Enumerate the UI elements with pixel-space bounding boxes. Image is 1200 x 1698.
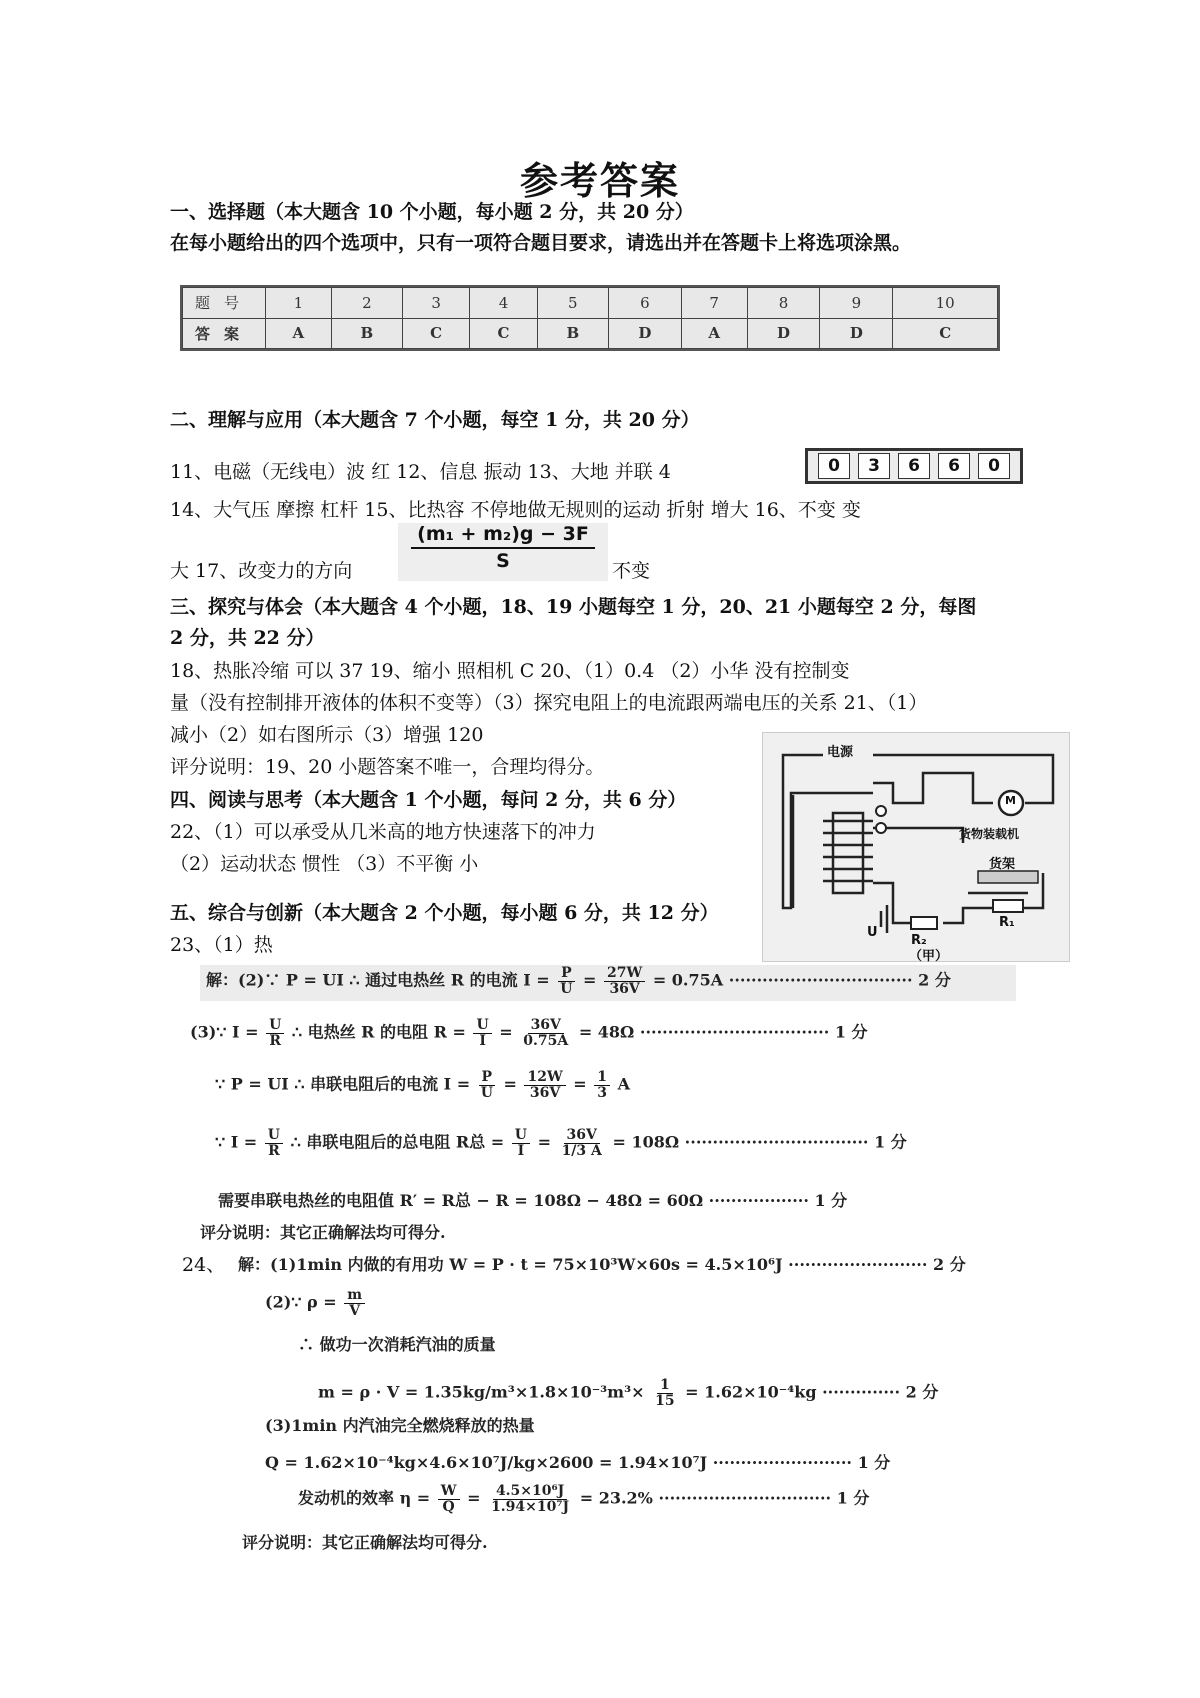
table-cell: 9 xyxy=(820,288,893,319)
q24-2c-prefix: m = ρ · V = 1.35kg/m³×1.8×10⁻³m³× xyxy=(318,1382,645,1402)
table-cell: C xyxy=(893,318,998,349)
denominator: 36V xyxy=(529,1084,561,1101)
numerator: U xyxy=(265,1128,283,1144)
counter-digit: 3 xyxy=(858,453,890,479)
q24-3c-prefix: 发动机的效率 η = xyxy=(298,1488,431,1508)
q23-3b-prefix: ∵ P = UI ∴ 串联电阻后的电流 I = xyxy=(215,1074,471,1094)
q23-part2 xyxy=(206,966,951,996)
section5-heading: 五、综合与创新（本大题含 2 个小题，每小题 6 分，共 12 分） xyxy=(170,902,719,924)
counter-digit: 0 xyxy=(818,453,850,479)
numerator: m xyxy=(344,1288,365,1304)
equals: = xyxy=(583,970,597,990)
table-cell: C xyxy=(402,318,469,349)
section3-line1: 18、热胀冷缩 可以 37 19、缩小 照相机 C 20、（1）0.4 （2）小华 没有控制变 xyxy=(170,660,850,682)
fraction xyxy=(344,1288,365,1318)
q24-label: 24、 xyxy=(182,1254,226,1276)
denominator: R xyxy=(269,1032,281,1049)
answer-table-number-row xyxy=(183,288,998,319)
denominator: 15 xyxy=(655,1392,675,1409)
equals: = xyxy=(467,1488,481,1508)
q24-part3a: (3)1min 内汽油完全燃烧释放的热量 xyxy=(265,1416,535,1435)
table-cell: 1 xyxy=(266,288,332,319)
q23-part1: 23、（1）热 xyxy=(170,934,273,956)
table-cell: 6 xyxy=(608,288,681,319)
table-cell: D xyxy=(608,318,681,349)
section1-heading: 一、选择题（本大题含 10 个小题，每小题 2 分，共 20 分） xyxy=(170,201,694,223)
q23-2-suffix: = 0.75A ································· 2 分 xyxy=(652,970,951,990)
table-cell: 4 xyxy=(470,288,537,319)
q23-part3c xyxy=(215,1128,907,1158)
q23-part3b xyxy=(215,1070,630,1100)
q24-part2c xyxy=(318,1378,938,1408)
q23-3a-prefix: (3)∵ I = xyxy=(190,1022,259,1042)
fraction xyxy=(478,1070,496,1100)
numerator: U xyxy=(266,1018,284,1034)
fraction xyxy=(557,966,575,996)
section2-line2: 14、大气压 摩擦 杠杆 15、比热容 不停地做无规则的运动 折射 增大 16、不变 变 xyxy=(170,499,861,521)
fraction xyxy=(266,1018,284,1048)
counter-digit: 6 xyxy=(898,453,930,479)
label-voltage: U xyxy=(867,925,878,940)
section3-line2: 量（没有控制排开液体的体积不变等）（3）探究电阻上的电流跟两端电压的关系 21、（1） xyxy=(170,692,928,714)
fraction xyxy=(520,1018,571,1048)
equals: = xyxy=(573,1074,587,1094)
q24-2a-prefix: (2)∵ ρ = xyxy=(265,1292,337,1312)
fraction xyxy=(512,1128,530,1158)
section4-heading: 四、阅读与思考（本大题含 1 个小题，每问 2 分，共 6 分） xyxy=(170,789,687,811)
numerator: 12W xyxy=(524,1070,565,1086)
table-cell: 2 xyxy=(331,288,402,319)
denominator: 36V xyxy=(609,980,640,997)
section3-line3: 减小（2）如右图所示（3）增强 120 xyxy=(170,724,484,746)
numerator: U xyxy=(512,1128,530,1144)
q24-part1: 解：(1)1min 内做的有用功 W = P · t = 75×10³W×60s = 4.5×10⁶J ························· 2 分 xyxy=(238,1255,966,1274)
figure-caption: （甲） xyxy=(909,949,949,964)
answer-table xyxy=(180,285,1000,351)
q23-3b-suffix: A xyxy=(617,1074,631,1094)
table-cell: B xyxy=(331,318,402,349)
denominator: U xyxy=(480,1084,493,1101)
section1-instruction: 在每小题给出的四个选项中，只有一项符合题目要求，请选出并在答题卡上将选项涂黑。 xyxy=(170,232,912,254)
q23-3c-prefix: ∵ I = xyxy=(215,1132,258,1152)
label-r1: R₁ xyxy=(999,915,1015,930)
section2-line1: 11、电磁（无线电）波 红 12、信息 振动 13、大地 并联 4 xyxy=(170,461,671,483)
counter-digit: 0 xyxy=(978,453,1010,479)
denominator: R xyxy=(268,1142,280,1159)
row-label-answer: 答案 xyxy=(183,318,266,349)
fraction xyxy=(488,1484,572,1514)
denominator: Q xyxy=(442,1498,455,1515)
numerator: W xyxy=(438,1484,460,1500)
numerator: 4.5×10⁶J xyxy=(493,1484,567,1500)
denominator: 1.94×10⁷J xyxy=(491,1498,570,1515)
numerator: 27W xyxy=(604,966,645,982)
table-cell: 5 xyxy=(537,288,608,319)
section2-line3-right: 不变 xyxy=(612,560,651,582)
fraction xyxy=(604,966,645,996)
energy-meter-counter xyxy=(805,448,1023,484)
fraction xyxy=(438,1484,460,1514)
table-cell: 7 xyxy=(681,288,747,319)
denominator: 0.75A xyxy=(523,1032,569,1049)
numerator: P xyxy=(558,966,575,982)
pressure-fraction xyxy=(398,523,608,581)
q24-part2a xyxy=(265,1288,367,1318)
table-cell: A xyxy=(681,318,747,349)
counter-digit: 6 xyxy=(938,453,970,479)
fraction xyxy=(524,1070,565,1100)
q23-2-prefix: 解：(2)∵ P = UI ∴ 通过电热丝 R 的电流 I = xyxy=(206,970,550,990)
circuit-drawing xyxy=(763,733,1069,961)
equals: = xyxy=(503,1074,517,1094)
q24-part3c xyxy=(298,1484,869,1514)
q24-2c-suffix: = 1.62×10⁻⁴kg ·············· 2 分 xyxy=(685,1382,939,1402)
q23-3c-middle: ∴ 串联电阻后的总电阻 R总 = xyxy=(290,1132,505,1152)
q23-scoring-note: 评分说明：其它正确解法均可得分. xyxy=(200,1223,446,1242)
table-cell: 3 xyxy=(402,288,469,319)
denominator: U xyxy=(560,980,573,997)
denominator: 1/3 A xyxy=(561,1142,602,1159)
label-shelf: 货架 xyxy=(989,857,1016,872)
fraction xyxy=(559,1128,605,1158)
circuit-diagram xyxy=(762,732,1070,962)
table-cell: D xyxy=(820,318,893,349)
q23-part3d: 需要串联电热丝的电阻值 R′ = R总 − R = 108Ω − 48Ω = 60Ω ·················· 1 分 xyxy=(218,1191,848,1210)
section3-heading-line2: 2 分，共 22 分） xyxy=(170,627,325,649)
fraction xyxy=(652,1378,677,1408)
label-r2: R₂ xyxy=(911,933,927,948)
q23-3a-suffix: = 48Ω ·································· 1 分 xyxy=(578,1022,868,1042)
q24-part3b: Q = 1.62×10⁻⁴kg×4.6×10⁷J/kg×2600 = 1.94×10⁷J ························· 1 分 xyxy=(265,1453,891,1472)
numerator: P xyxy=(479,1070,496,1086)
section4-line1: 22、（1）可以承受从几米高的地方快速落下的冲力 xyxy=(170,821,596,843)
fraction xyxy=(473,1018,491,1048)
denominator: 3 xyxy=(597,1084,608,1101)
fraction xyxy=(265,1128,283,1158)
numerator: 36V xyxy=(528,1018,564,1034)
equals: = xyxy=(499,1022,513,1042)
equals: = xyxy=(537,1132,551,1152)
table-cell: A xyxy=(266,318,332,349)
table-cell: 10 xyxy=(893,288,998,319)
section2-line3-left: 大 17、改变力的方向 xyxy=(170,560,353,582)
q24-3c-suffix: = 23.2% ······························· 1 分 xyxy=(579,1488,870,1508)
section3-heading-line1: 三、探究与体会（本大题含 4 个小题，18、19 小题每空 1 分，20、21 小题每空 2 分，每图 xyxy=(170,596,977,618)
q23-part3a xyxy=(190,1018,868,1048)
label-loader: 货物装载机 xyxy=(959,827,1020,841)
numerator: 1 xyxy=(657,1378,673,1394)
section3-note: 评分说明：19、20 小题答案不唯一，合理均得分。 xyxy=(170,756,605,778)
section4-line2: （2）运动状态 惯性 （3）不平衡 小 xyxy=(170,853,479,875)
table-cell: B xyxy=(537,318,608,349)
table-cell: D xyxy=(747,318,820,349)
fraction-denominator: S xyxy=(496,550,510,572)
denominator: I xyxy=(479,1032,486,1049)
q24-scoring-note: 评分说明：其它正确解法均可得分. xyxy=(242,1533,488,1552)
section2-heading: 二、理解与应用（本大题含 7 个小题，每空 1 分，共 20 分） xyxy=(170,409,700,431)
denominator: I xyxy=(517,1142,525,1159)
table-cell: 8 xyxy=(747,288,820,319)
q23-3a-middle: ∴ 电热丝 R 的电阻 R = xyxy=(291,1022,466,1042)
table-cell: C xyxy=(470,318,537,349)
label-motor: M xyxy=(1005,794,1016,807)
q23-3c-suffix: = 108Ω ································· 1 分 xyxy=(612,1132,907,1152)
numerator: 1 xyxy=(594,1070,610,1086)
numerator: 36V xyxy=(564,1128,600,1144)
q24-part2b: ∴ 做功一次消耗汽油的质量 xyxy=(298,1335,496,1354)
page-title: 参考答案 xyxy=(519,158,680,203)
denominator: V xyxy=(349,1302,361,1319)
fraction xyxy=(594,1070,610,1100)
fraction-numerator: (m₁ + m₂)g − 3F xyxy=(411,523,595,549)
row-label-number: 题号 xyxy=(183,288,266,319)
answer-table-answer-row xyxy=(183,318,998,349)
numerator: U xyxy=(473,1018,491,1034)
label-power-source: 电源 xyxy=(827,745,854,760)
